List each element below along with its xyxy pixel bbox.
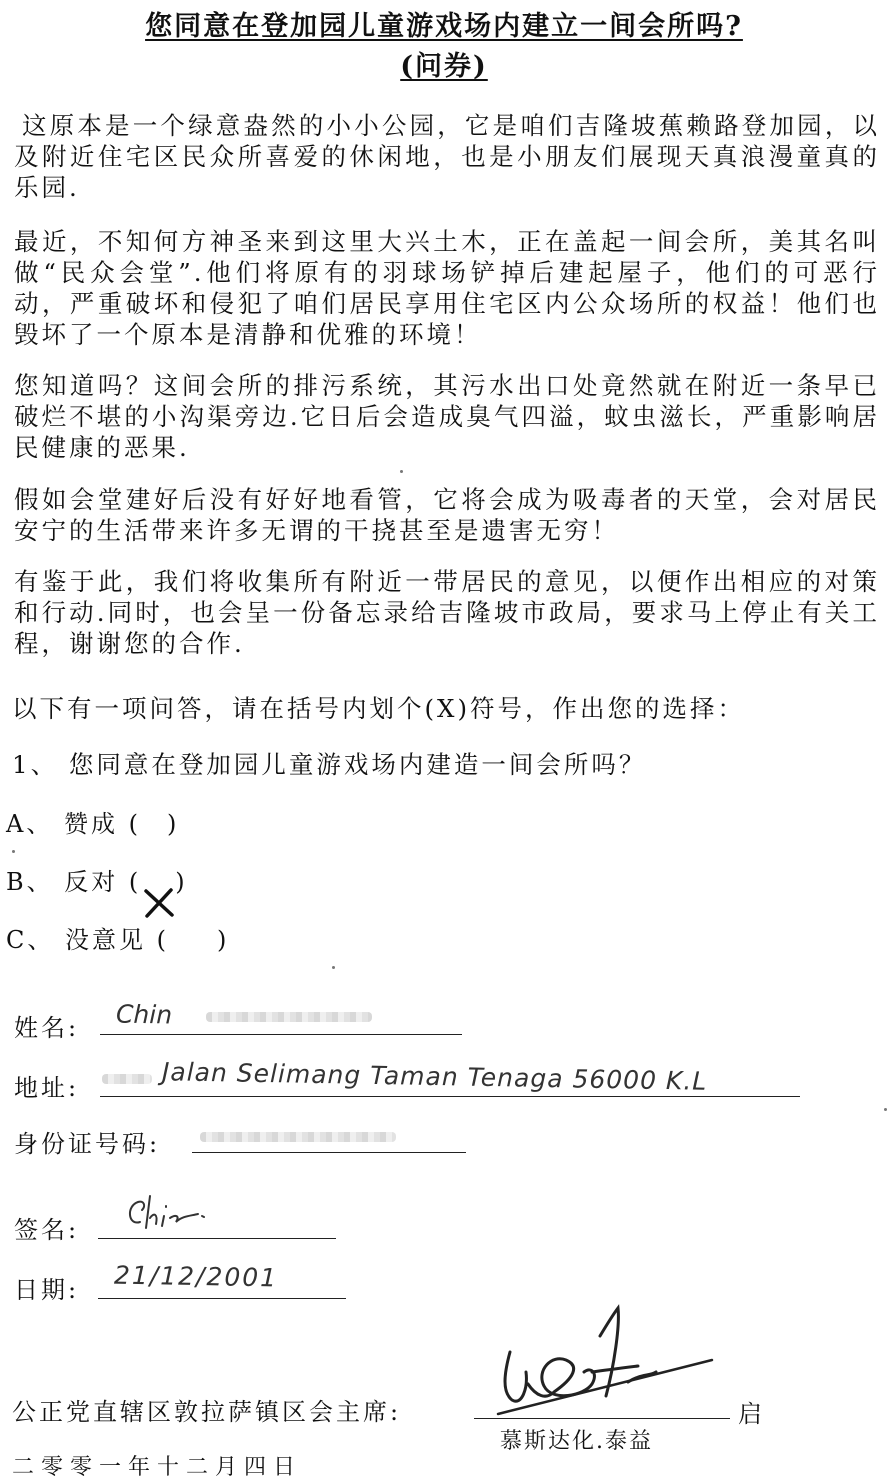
signature-line[interactable] — [98, 1238, 336, 1239]
date-value: 21/12/2001 — [113, 1260, 279, 1293]
name-label: 姓名: — [14, 1014, 80, 1042]
document-subtitle: (问券) — [400, 51, 488, 82]
date-label: 日期: — [14, 1276, 80, 1304]
paragraph-drugs: 假如会堂建好后没有好好地看管，它将会成为吸毒者的天堂，会对居民安宁的生活带来许多无谓的干挠甚至是遗害无穷！ — [14, 485, 880, 545]
scan-speck — [12, 850, 15, 853]
chairman-label: 公正党直辖区敦拉萨镇区会主席: — [12, 1398, 402, 1426]
option-no-opinion-label: C、 没意见 — [6, 926, 146, 954]
paragraph-construction: 最近，不知何方神圣来到这里大兴土木，正在盖起一间会所，美其名叫做“民众会堂”.他们将原有的羽球场铲掉后建起屋子，他们的可恶行动，严重破坏和侵犯了咱们居民享用住宅区内公众场所的权益！他们也毁坏了一个原本是清静和优雅的环境！ — [14, 227, 880, 349]
option-oppose-label: B、 反对 — [6, 868, 119, 896]
option-oppose-checkbox[interactable]: ( ) — [129, 868, 165, 896]
scan-speck — [400, 470, 403, 473]
question-text: 1、 您同意在登加园儿童游戏场内建造一间会所吗？ — [12, 750, 647, 779]
address-line[interactable] — [100, 1096, 800, 1097]
issue-date: 二零零一年十二月四日 — [12, 1455, 303, 1480]
paragraph-intro: 这原本是一个绿意盎然的小小公园，它是咱们吉隆坡蕉赖路登加园，以及附近住宅区民众所喜爱的休闲地，也是小朋友们展现天真浪漫童真的乐园. — [14, 111, 880, 202]
handwritten-signature-icon — [120, 1192, 230, 1238]
signature-label: 签名: — [14, 1216, 80, 1244]
option-agree-checkbox[interactable]: ( ) — [128, 810, 180, 838]
name-value: Chin — [115, 999, 173, 1030]
option-oppose[interactable] — [6, 862, 188, 897]
paragraph-sewage: 您知道吗？这间会所的排污系统，其污水出口处竟然就在附近一条早已破烂不堪的小沟渠旁边.它日后会造成臭气四溢，蚊虫滋长，严重影响居民健康的恶果. — [14, 371, 880, 462]
ic-redaction — [200, 1132, 396, 1142]
scan-speck — [332, 966, 335, 969]
x-mark-icon — [143, 888, 175, 918]
date-line[interactable] — [98, 1298, 346, 1299]
chairman-signature-icon — [488, 1296, 728, 1416]
scan-speck — [884, 1108, 887, 1111]
instruction-text: 以下有一项问答，请在括号内划个(X)符号，作出您的选择： — [12, 694, 746, 723]
option-agree[interactable] — [6, 804, 180, 839]
option-agree-label: A、 赞成 — [6, 810, 118, 838]
ic-line[interactable] — [192, 1152, 466, 1153]
chairman-line[interactable] — [474, 1418, 730, 1419]
name-redaction — [206, 1012, 372, 1022]
paragraph-action: 有鉴于此，我们将收集所有附近一带居民的意见，以便作出相应的对策和行动.同时，也会呈一份备忘录给吉隆坡市政局，要求马上停止有关工程，谢谢您的合作. — [14, 567, 880, 658]
chairman-suffix: 启 — [738, 1400, 762, 1428]
address-value: Jalan Selimang Taman Tenaga 56000 K.L — [161, 1057, 708, 1096]
address-redaction — [102, 1074, 152, 1084]
option-no-opinion-checkbox[interactable]: ( ) — [156, 926, 230, 954]
name-line[interactable] — [100, 1034, 462, 1035]
chairman-name: 慕斯达化.泰益 — [500, 1429, 653, 1454]
ic-label: 身份证号码: — [14, 1130, 161, 1158]
document-title: 您同意在登加园儿童游戏场内建立一间会所吗? — [145, 11, 743, 42]
option-no-opinion[interactable] — [6, 920, 230, 955]
address-label: 地址: — [14, 1074, 80, 1102]
